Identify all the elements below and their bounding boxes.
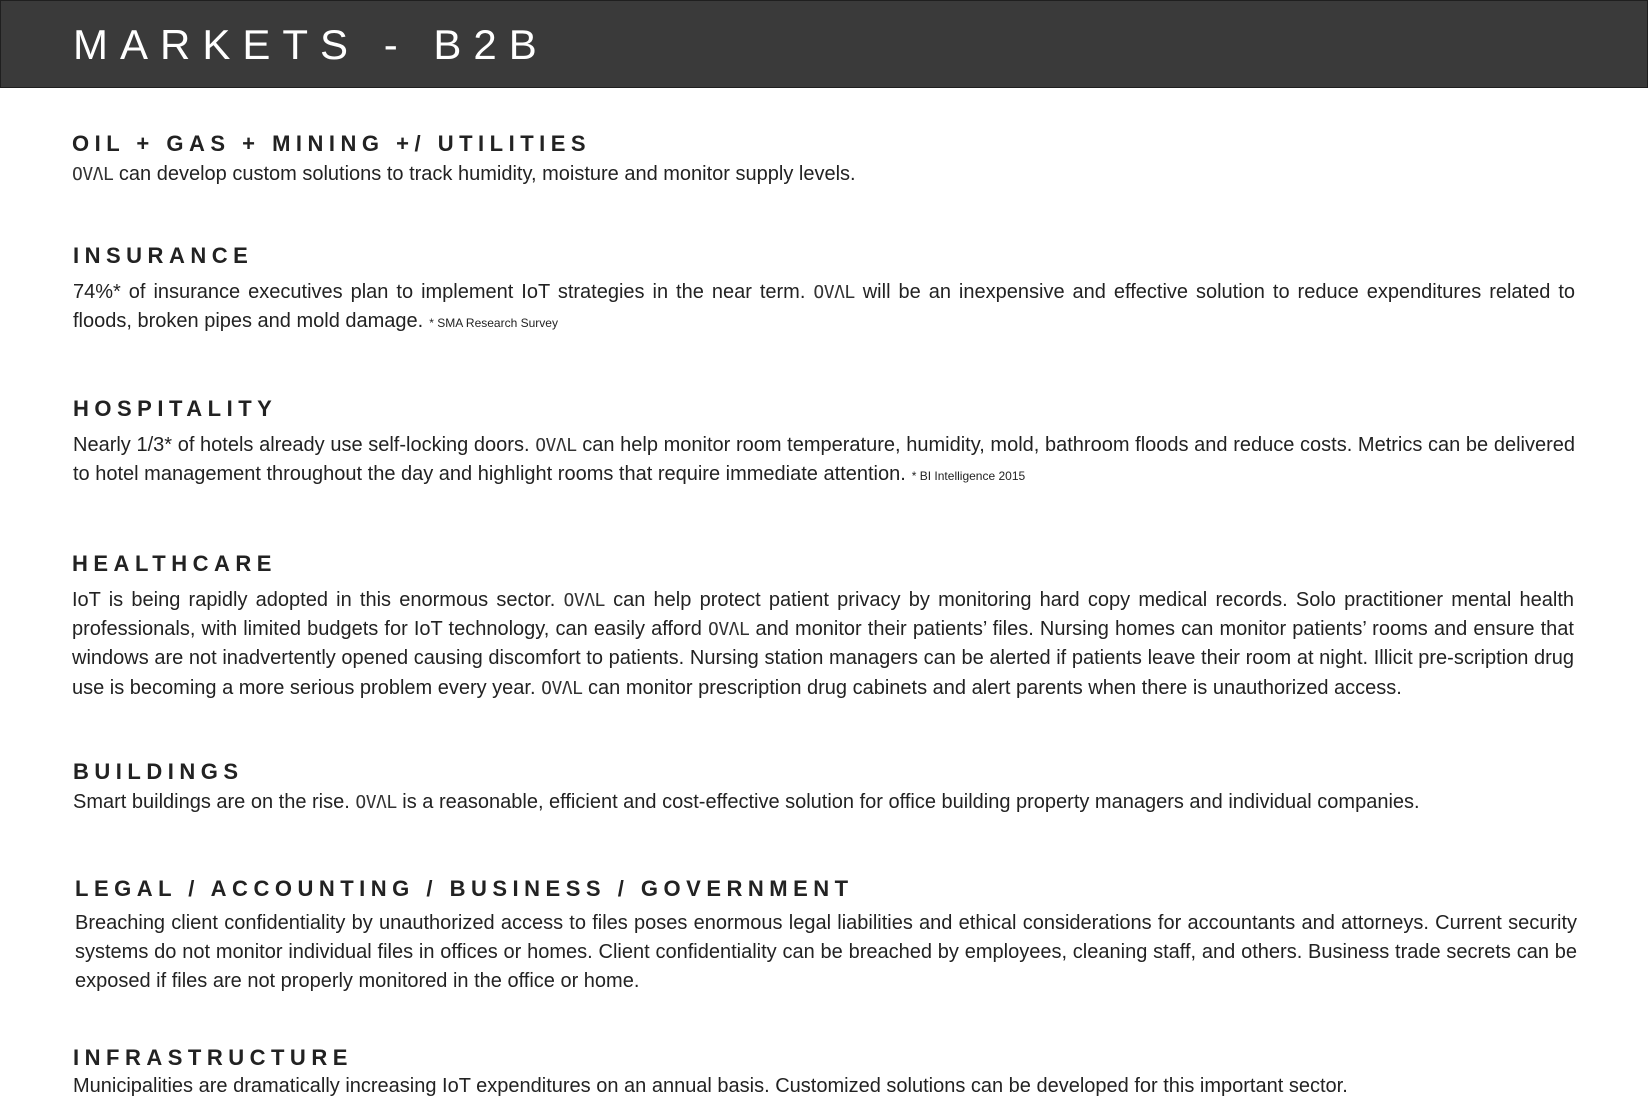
page-title: MARKETS - B2B: [73, 21, 549, 68]
section-body-insurance: [73, 278, 1575, 338]
section-text-insurance-1: 74%* of insurance executives plan to implement IoT strategies in the near term.: [73, 281, 806, 303]
footnote-insurance: * SMA Research Survey: [429, 316, 558, 331]
section-text-buildings-1: Smart buildings are on the rise.: [73, 791, 350, 813]
section-buildings: [73, 758, 1575, 817]
brand-logo-text: OVΛL: [813, 282, 855, 303]
section-heading-hospitality: HOSPITALITY: [73, 396, 278, 421]
section-text-healthcare-3: and monitor their patients’ files. Nursing homes can monitor patients’ rooms and ensure that windows are not inadvertently opened causing discomfort to patients. Nursing station managers can be alerted if patients leave their room at night. Illicit pre-scription drug use is becoming a more serious problem every year.: [72, 618, 1574, 699]
section-heading-oil-gas: OIL + GAS + MINING +/ UTILITIES: [72, 131, 592, 156]
section-text-healthcare-4: can monitor prescription drug cabinets and alert parents when there is unauthorized access.: [588, 676, 1402, 699]
section-text-healthcare-1: IoT is being rapidly adopted in this enormous sector.: [72, 589, 556, 611]
section-heading-infrastructure: INFRASTRUCTURE: [73, 1045, 353, 1070]
section-legal: [75, 875, 1577, 997]
section-healthcare: [72, 550, 1574, 703]
section-infrastructure: [73, 1044, 1575, 1101]
section-text-healthcare-2: can help protect patient privacy by monitoring hard copy medical records. Solo practitioner mental health professionals, with limited budgets for IoT technology, can easily afford: [72, 589, 1575, 641]
section-text-infrastructure: Municipalities are dramatically increasing IoT expenditures on an annual basis. Customized solutions can be developed for this important sector.: [73, 1075, 1348, 1097]
section-text-hospitality-1: Nearly 1/3* of hotels already use self-locking doors.: [73, 434, 530, 456]
section-heading-buildings: BUILDINGS: [73, 759, 244, 784]
brand-logo-text: OVΛL: [563, 590, 605, 611]
section-heading-legal: LEGAL / ACCOUNTING / BUSINESS / GOVERNMENT: [75, 876, 854, 901]
section-body-buildings: [73, 788, 1575, 817]
section-heading-insurance: INSURANCE: [73, 243, 254, 268]
brand-logo-text: OVΛL: [708, 619, 750, 641]
section-text-buildings-2: is a reasonable, efficient and cost-effective solution for office building property managers and individual companies.: [402, 791, 1420, 813]
brand-logo-text: OVΛL: [355, 792, 397, 813]
section-heading-healthcare: HEALTHCARE: [72, 551, 277, 576]
section-body-healthcare: [72, 586, 1574, 703]
section-text-hospitality-2: can help monitor room temperature, humidity, mold, bathroom floods and reduce costs. Metrics can be delivered to hotel management throughout the day and highlight rooms that require immediate attention.: [73, 434, 1575, 486]
section-body-hospitality: [73, 431, 1575, 491]
section-text-insurance-2: will be an inexpensive and effective solution to reduce expenditures related to floods, broken pipes and mold damage.: [73, 281, 1575, 333]
section-body-oil-gas: [72, 160, 1574, 189]
footnote-hospitality: * BI Intelligence 2015: [911, 469, 1026, 484]
brand-logo-text: OVΛL: [541, 677, 583, 699]
section-oil-gas: [72, 130, 1574, 189]
section-hospitality: [73, 395, 1575, 491]
section-text-oil-gas: can develop custom solutions to track humidity, moisture and monitor supply levels.: [118, 163, 856, 185]
brand-logo-text: OVΛL: [535, 435, 577, 456]
page-header: [0, 0, 1648, 88]
section-text-legal: Breaching client confidentiality by unauthorized access to files poses enormous legal liabilities and ethical considerations for accountants and attorneys. Current security systems do not monitor individual files in offices or homes. Client confidentiality can be breached by employees, cleaning staff, and others. Business trade secrets can be exposed if files are not properly monitored in the office or home.: [75, 912, 1577, 993]
brand-logo-text: OVΛL: [72, 164, 114, 185]
section-insurance: [73, 242, 1575, 338]
